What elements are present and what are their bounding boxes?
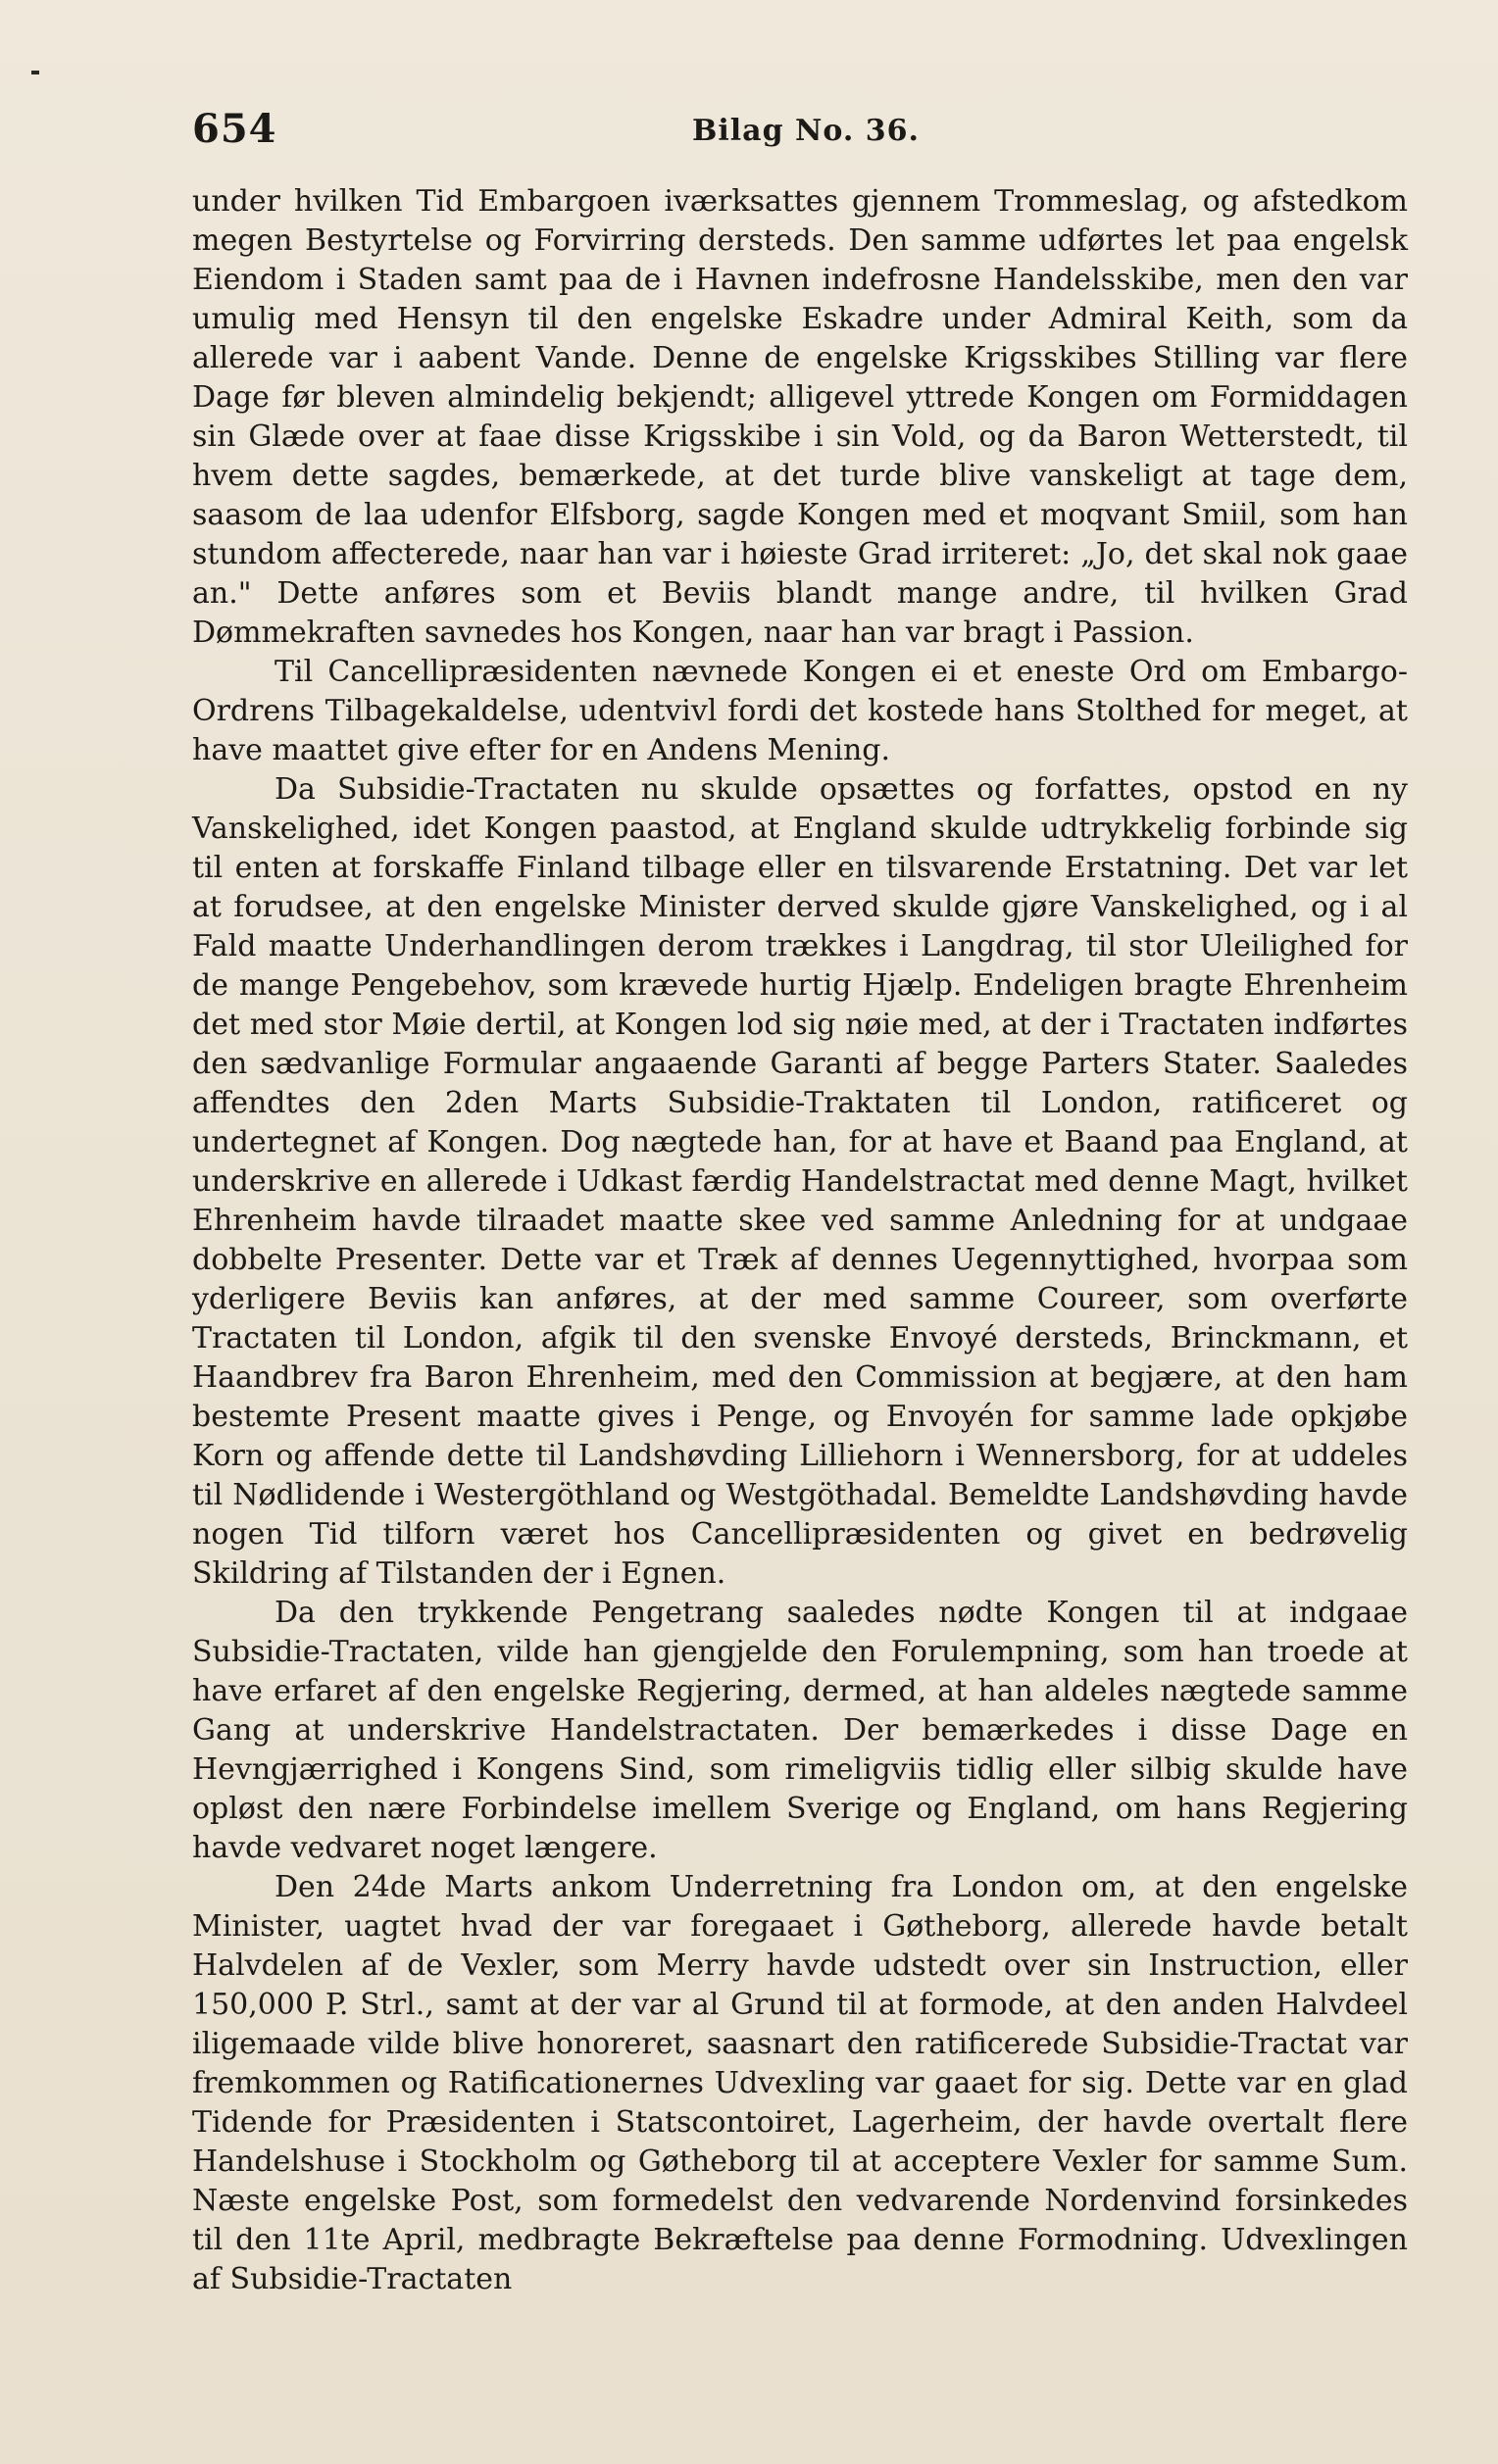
- paragraph: Den 24de Marts ankom Underretning fra London om, at den engelske Minister, uagtet hvad der var foregaaet i Gøtheborg, allerede havde betalt Halvdelen af de Vexler, som Merry havde udstedt over sin Instruction, eller 150,000 P. Strl., samt at der var al Grund til at formode, at den anden Halvdeel iligemaade vilde blive honoreret, saasnart den ratificerede Subsidie-Tractat var fremkommen og Ratificationernes Udvexling var gaaet for sig. Dette var en glad Tidende for Præsidenten i Statscontoiret, Lagerheim, der havde overtalt flere Handelshuse i Stockholm og Gøtheborg til at acceptere Vexler for samme Sum. Næste engelske Post, som formedelst den vedvarende Nordenvind forsinkedes til den 11te April, medbragte Bekræftelse paa denne Formodning. Udvexlingen af Subsidie-Tractaten: [192, 1870, 1408, 2296]
- margin-mark: [31, 71, 39, 74]
- running-head: Bilag No. 36.: [692, 114, 920, 148]
- paragraph: Da Subsidie-Tractaten nu skulde opsættes og forfattes, opstod en ny Vanskelighed, idet Kongen paastod, at England skulde udtrykkelig forbinde sig til enten at forskaffe Finland tilbage eller en tilsvarende Erstatning. Det var let at forudsee, at den engelske Minister derved skulde gjøre Vanskelighed, og i al Fald maatte Underhandlingen derom trækkes i Langdrag, til stor Uleilighed for de mange Pengebehov, som krævede hurtig Hjælp. Endeligen bragte Ehrenheim det med stor Møie dertil, at Kongen lod sig nøie med, at der i Tractaten indførtes den sædvanlige Formular angaaende Garanti af begge Parters Stater. Saaledes affendtes den 2den Marts Subsidie-Traktaten til London, ratificeret og undertegnet af Kongen. Dog nægtede han, for at have et Baand paa England, at underskrive en allerede i Udkast færdig Handelstractat med denne Magt, hvilket Ehrenheim havde tilraadet maatte skee ved samme Anledning for at undgaae dobbelte Presenter. Dette var et Træk af dennes Uegennyttighed, hvorpaa som yderligere Beviis kan anføres, at der med samme Coureer, som overførte Tractaten til London, afgik til den svenske Envoyé dersteds, Brinckmann, et Haandbrev fra Baron Ehrenheim, med den Commission at begjære, at den ham bestemte Present maatte gives i Penge, og Envoyén for samme lade opkjøbe Korn og affende dette til Landshøvding Lilliehorn i Wennersborg, for at uddeles til Nødlidende i Westergöthland og Westgöthadal. Bemeldte Landshøvding havde nogen Tid tilforn været hos Cancellipræsidenten og givet en bedrøvelig Skildring af Tilstanden der i Egnen.: [192, 772, 1408, 1591]
- paragraph: Da den trykkende Pengetrang saaledes nødte Kongen til at indgaae Subsidie-Tractaten, vilde han gjengjelde den Forulempning, som han troede at have erfaret af den engelske Regjering, dermed, at han aldeles nægtede samme Gang at underskrive Handelstractaten. Der bemærkedes i disse Dage en Hevngjærrighed i Kongens Sind, som rimeligviis tidlig eller silbig skulde have opløst den nære Forbindelse imellem Sverige og England, om hans Regjering havde vedvaret noget længere.: [192, 1596, 1408, 1865]
- page-header: [192, 106, 1408, 165]
- body-text: [192, 182, 1408, 2299]
- paragraph: Til Cancellipræsidenten nævnede Kongen ei et eneste Ord om Embargo-Ordrens Tilbagekaldelse, udentvivl fordi det kostede hans Stolthed for meget, at have maattet give efter for en Andens Mening.: [192, 655, 1408, 767]
- page-number: 654: [192, 106, 277, 152]
- paragraph: under hvilken Tid Embargoen iværksattes gjennem Trommeslag, og afstedkom megen Bestyrtelse og Forvirring dersteds. Den samme udførtes let paa engelsk Eiendom i Staden samt paa de i Havnen indefrosne Handelsskibe, men den var umulig med Hensyn til den engelske Eskadre under Admiral Keith, som da allerede var i aabent Vande. Denne de engelske Krigsskibes Stilling var flere Dage før bleven almindelig bekjendt; alligevel yttrede Kongen om Formiddagen sin Glæde over at faae disse Krigsskibe i sin Vold, og da Baron Wetterstedt, til hvem dette sagdes, bemærkede, at det turde blive vanskeligt at tage dem, saasom de laa udenfor Elfsborg, sagde Kongen med et moqvant Smiil, som han stundom affecterede, naar han var i høieste Grad irriteret: „Jo, det skal nok gaae an." Dette anføres som et Beviis blandt mange andre, til hvilken Grad Dømmekraften savnedes hos Kongen, naar han var bragt i Passion.: [192, 184, 1408, 650]
